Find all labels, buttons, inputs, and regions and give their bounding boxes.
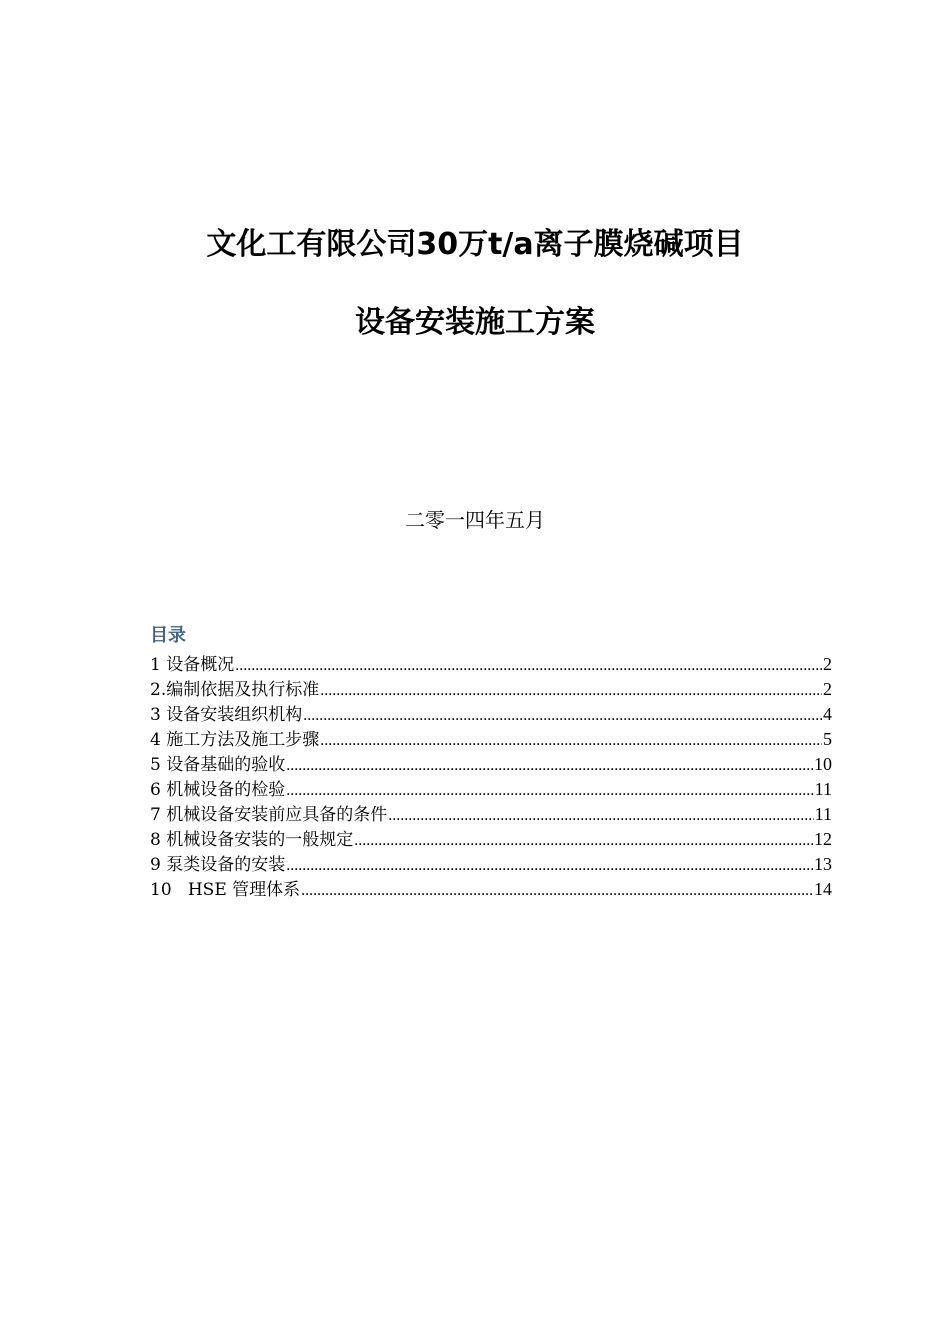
toc-entry-page: 10 xyxy=(814,754,832,774)
toc-leader-dots xyxy=(388,803,813,828)
document-title-line-1: 文化工有限公司30万t/a离子膜烧碱项目 xyxy=(206,227,744,262)
toc-entry-9[interactable] xyxy=(150,852,832,877)
toc-entry-page: 12 xyxy=(814,829,832,849)
toc-entry-label: 5 设备基础的验收 xyxy=(150,755,286,775)
toc-entry-1[interactable] xyxy=(150,652,832,677)
toc-entry-4[interactable] xyxy=(150,727,832,752)
toc-entry-page: 2 xyxy=(823,679,832,699)
toc-leader-dots xyxy=(286,753,813,778)
toc-entry-3[interactable] xyxy=(150,702,832,727)
toc-heading: 目录 xyxy=(150,625,186,646)
toc-leader-dots xyxy=(235,653,822,678)
toc-entry-label: 1 设备概况 xyxy=(150,655,235,675)
toc-entry-page: 2 xyxy=(823,654,832,674)
toc-entry-label: 6 机械设备的检验 xyxy=(150,780,286,800)
document-date: 二零一四年五月 xyxy=(405,508,545,532)
toc-entry-label: 4 施工方法及施工步骤 xyxy=(150,730,320,750)
toc-leader-dots xyxy=(354,828,813,853)
toc-entry-label: 9 泵类设备的安装 xyxy=(150,855,286,875)
toc-entry-page: 11 xyxy=(814,779,832,799)
toc-leader-dots xyxy=(301,878,813,903)
toc-entry-7[interactable] xyxy=(150,802,832,827)
toc-entry-label: 10 HSE 管理体系 xyxy=(150,880,301,900)
toc-entry-page: 14 xyxy=(814,879,832,899)
toc-leader-dots xyxy=(320,728,822,753)
table-of-contents xyxy=(150,622,832,902)
toc-leader-dots xyxy=(303,703,822,728)
toc-entry-page: 13 xyxy=(814,854,832,874)
toc-entry-label: 7 机械设备安装前应具备的条件 xyxy=(150,805,388,825)
toc-entry-6[interactable] xyxy=(150,777,832,802)
toc-entry-10[interactable] xyxy=(150,877,832,902)
toc-leader-dots xyxy=(286,778,813,803)
toc-entry-5[interactable] xyxy=(150,752,832,777)
toc-entry-page: 5 xyxy=(823,729,832,749)
toc-entry-label: 3 设备安装组织机构 xyxy=(150,705,303,725)
toc-entry-8[interactable] xyxy=(150,827,832,852)
toc-leader-dots xyxy=(320,678,822,703)
toc-entry-label: 8 机械设备安装的一般规定 xyxy=(150,830,354,850)
document-title-line-2: 设备安装施工方案 xyxy=(355,305,595,340)
toc-entry-label: 2.编制依据及执行标准 xyxy=(150,680,320,700)
toc-entry-page: 4 xyxy=(823,704,832,724)
toc-leader-dots xyxy=(286,853,813,878)
toc-entry-page: 11 xyxy=(814,804,832,824)
toc-entry-2[interactable] xyxy=(150,677,832,702)
